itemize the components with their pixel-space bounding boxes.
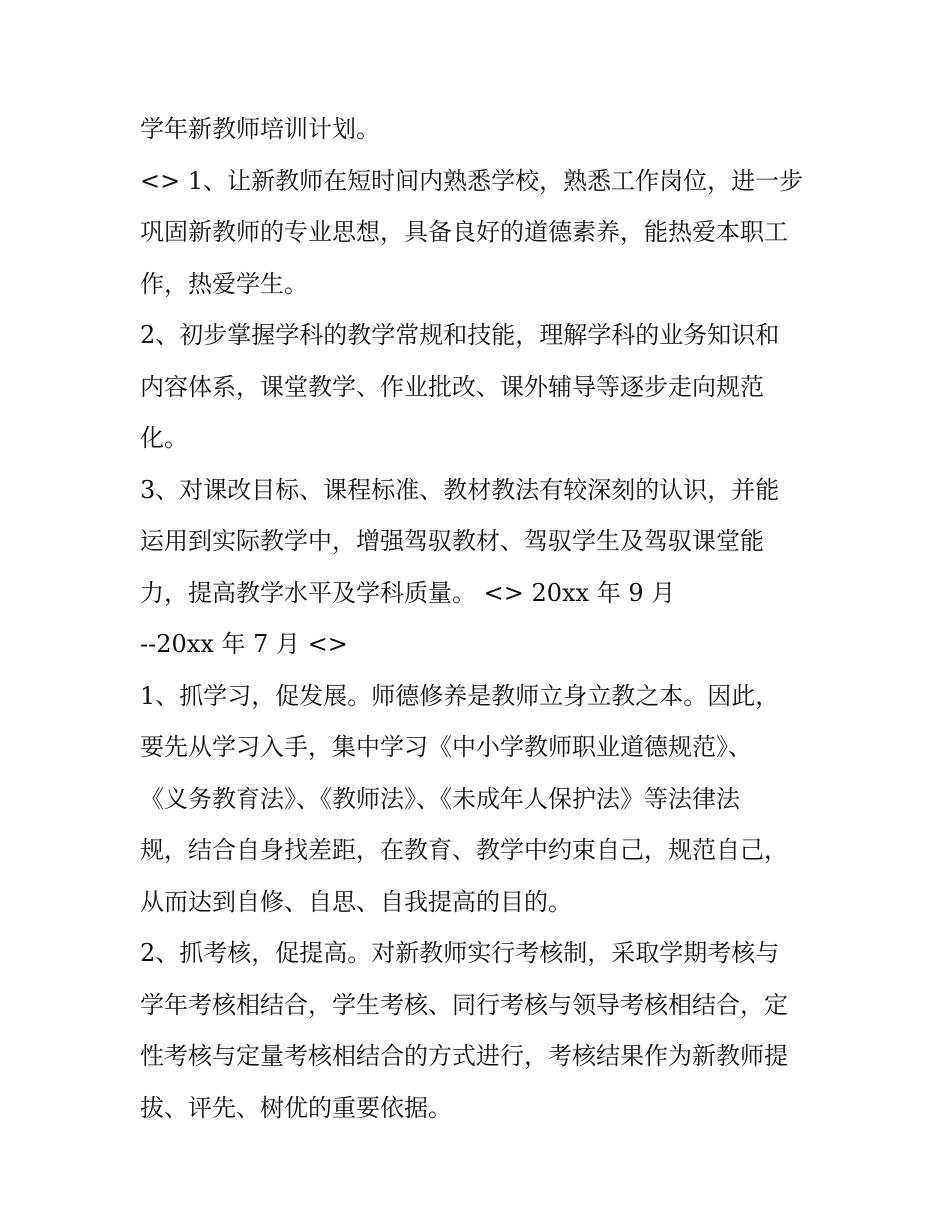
text-line: 学年新教师培训计划。	[140, 115, 380, 143]
text-line: 要先从学习入手，集中学习《中小学教师职业道德规范》、	[140, 733, 752, 761]
text-line: 巩固新教师的专业思想，具备良好的道德素养，能热爱本职工	[140, 218, 788, 246]
text-line: 2、初步掌握学科的教学常规和技能，理解学科的业务知识和	[140, 321, 780, 349]
text-line: 性考核与定量考核相结合的方式进行，考核结果作为新教师提	[140, 1042, 788, 1070]
text-line: 作，热爱学生。	[140, 269, 308, 298]
text-line: 规，结合自身找差距，在教育、教学中约束自己，规范自己，	[140, 836, 788, 864]
document-body	[140, 104, 820, 1134]
text-line: 化。	[140, 424, 188, 452]
text-line: 学年考核相结合，学生考核、同行考核与领导考核相结合，定	[140, 990, 788, 1019]
text-line: --20xx 年 7 月 <>	[140, 630, 348, 658]
text-line: <> 1、让新教师在短时间内熟悉学校，熟悉工作岗位，进一步	[140, 166, 804, 195]
text-line: 1、抓学习，促发展。师德修养是教师立身立教之本。因此，	[140, 681, 780, 710]
text-line: 2、抓考核，促提高。对新教师实行考核制，采取学期考核与	[140, 939, 780, 967]
text-line: 力，提高教学水平及学科质量。 <> 20xx 年 9 月	[140, 578, 676, 607]
text-line: 内容体系，课堂教学、作业批改、课外辅导等逐步走向规范	[140, 372, 764, 401]
text-line: 从而达到自修、自思、自我提高的目的。	[140, 887, 572, 916]
text-line: 拔、评先、树优的重要依据。	[140, 1093, 452, 1122]
text-line: 《义务教育法》、《教师法》、《未成年人保护法》等法律法	[140, 784, 740, 813]
text-line: 运用到实际教学中，增强驾驭教材、驾驭学生及驾驭课堂能	[140, 527, 764, 555]
text-line: 3、对课改目标、课程标准、教材教法有较深刻的认识，并能	[140, 475, 780, 504]
